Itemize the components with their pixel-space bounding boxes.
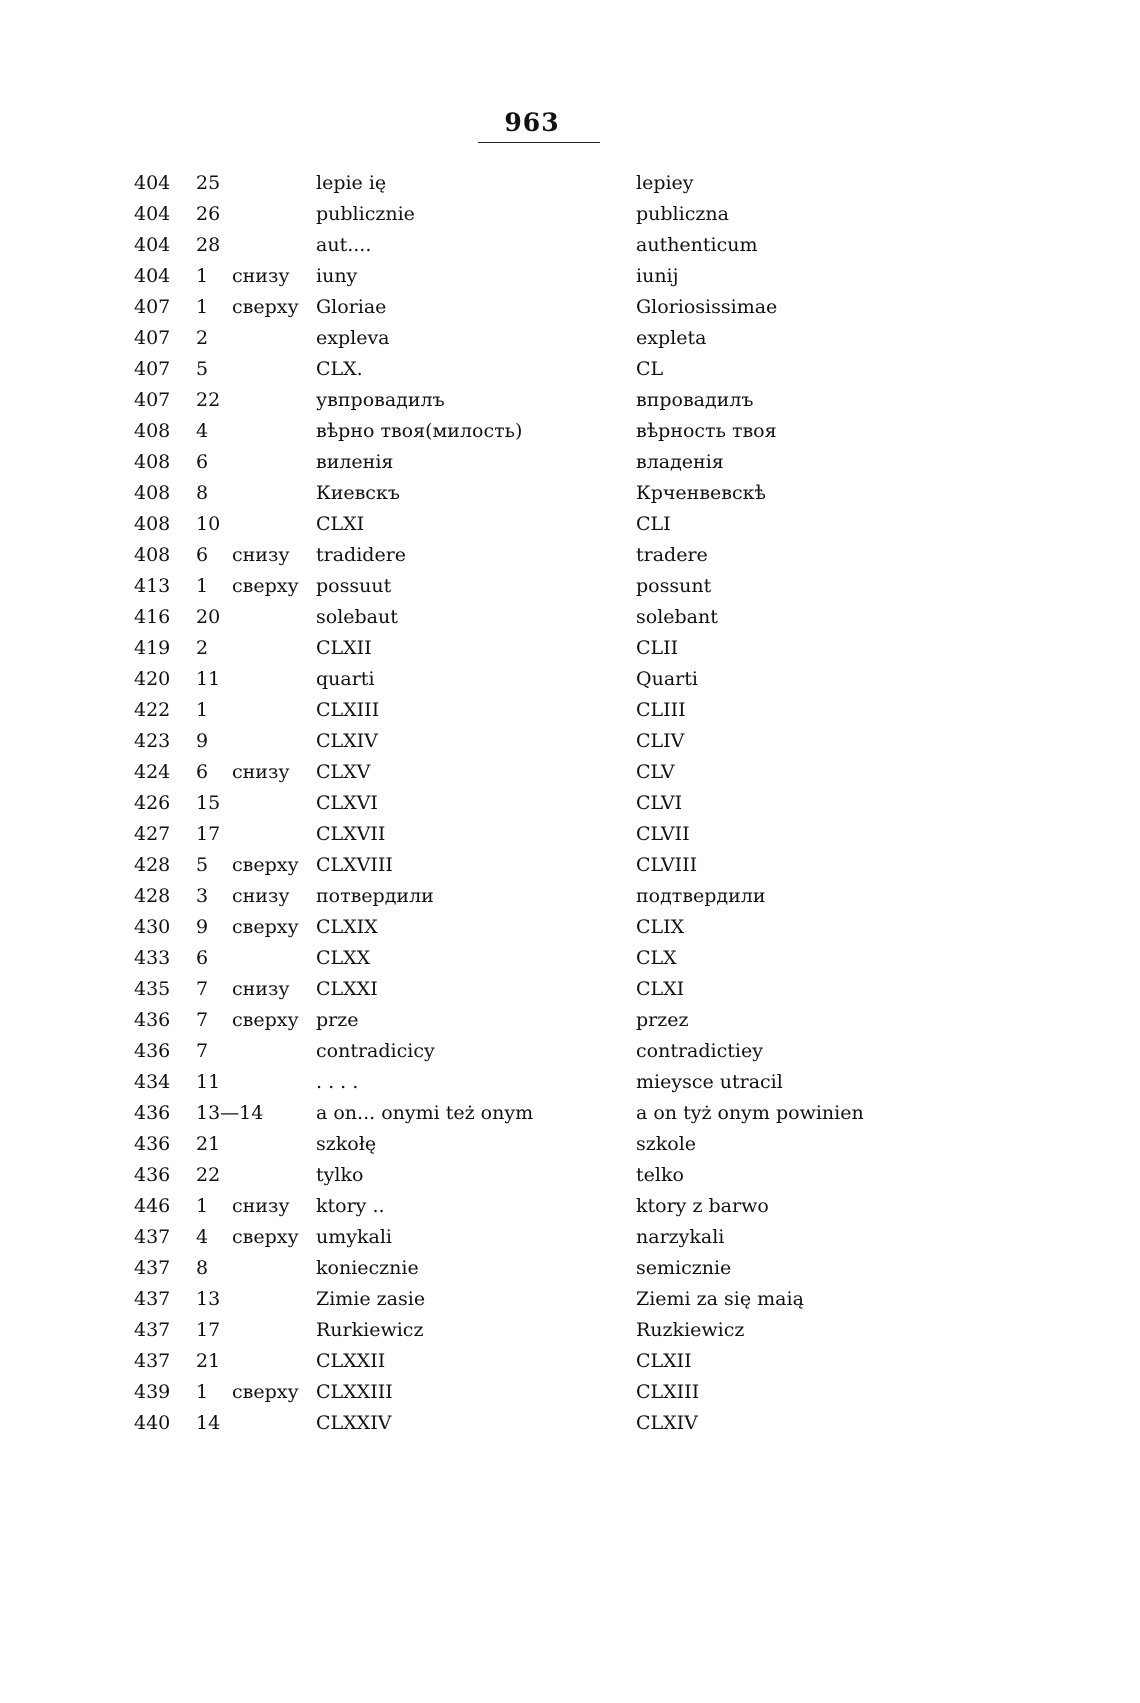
errata-row bbox=[130, 1191, 930, 1222]
printed-text: CLX. bbox=[316, 358, 363, 380]
corrected-text: Gloriosissimae bbox=[636, 296, 778, 318]
line-position: сверху bbox=[232, 1226, 299, 1248]
printed-text: CLXIII bbox=[316, 699, 380, 721]
line-ref: 1 bbox=[196, 1195, 209, 1217]
corrected-text: Ruzkiewicz bbox=[636, 1319, 745, 1341]
corrected-text: Quarti bbox=[636, 668, 698, 690]
corrected-text: lepiey bbox=[636, 172, 694, 194]
corrected-text: narzykali bbox=[636, 1226, 725, 1248]
corrected-text: CLII bbox=[636, 637, 679, 659]
line-ref: 3 bbox=[196, 885, 209, 907]
errata-row bbox=[130, 943, 930, 974]
corrected-text: CLVII bbox=[636, 823, 690, 845]
line-ref: 28 bbox=[196, 234, 221, 256]
page-ref: 404 bbox=[134, 203, 171, 225]
corrected-text: Ziemi za się maią bbox=[636, 1288, 804, 1310]
line-ref: 26 bbox=[196, 203, 221, 225]
errata-row bbox=[130, 1067, 930, 1098]
errata-row bbox=[130, 1408, 930, 1439]
line-ref: 17 bbox=[196, 823, 221, 845]
printed-text: виленія bbox=[316, 451, 394, 473]
page-ref: 408 bbox=[134, 420, 171, 442]
errata-row bbox=[130, 447, 930, 478]
printed-text: CLXXII bbox=[316, 1350, 386, 1372]
corrected-text: владенія bbox=[636, 451, 724, 473]
line-ref: 5 bbox=[196, 854, 209, 876]
errata-row bbox=[130, 788, 930, 819]
corrected-text: authenticum bbox=[636, 234, 758, 256]
errata-row bbox=[130, 881, 930, 912]
page-ref: 437 bbox=[134, 1257, 171, 1279]
printed-text: possuut bbox=[316, 575, 392, 597]
line-ref: 5 bbox=[196, 358, 209, 380]
page-ref: 419 bbox=[134, 637, 171, 659]
line-ref: 11 bbox=[196, 1071, 221, 1093]
line-ref: 8 bbox=[196, 482, 209, 504]
line-ref: 6 bbox=[196, 761, 209, 783]
page-ref: 404 bbox=[134, 265, 171, 287]
page-ref: 423 bbox=[134, 730, 171, 752]
line-position: сверху bbox=[232, 1009, 299, 1031]
errata-row bbox=[130, 1222, 930, 1253]
errata-row bbox=[130, 726, 930, 757]
errata-row bbox=[130, 1160, 930, 1191]
line-ref: 6 bbox=[196, 947, 209, 969]
errata-row bbox=[130, 1346, 930, 1377]
line-position: сверху bbox=[232, 296, 299, 318]
printed-text: CLXI bbox=[316, 513, 365, 535]
corrected-text: tradere bbox=[636, 544, 708, 566]
corrected-text: впровадилъ bbox=[636, 389, 754, 411]
printed-text: Rurkiewicz bbox=[316, 1319, 424, 1341]
line-ref: 7 bbox=[196, 978, 209, 1000]
errata-row bbox=[130, 168, 930, 199]
line-position: снизу bbox=[232, 978, 290, 1000]
page-ref: 428 bbox=[134, 854, 171, 876]
line-ref: 2 bbox=[196, 327, 209, 349]
printed-text: CLXV bbox=[316, 761, 371, 783]
errata-row bbox=[130, 695, 930, 726]
line-ref: 21 bbox=[196, 1133, 221, 1155]
line-ref: 1 bbox=[196, 296, 209, 318]
line-ref: 9 bbox=[196, 916, 209, 938]
corrected-text: szkole bbox=[636, 1133, 697, 1155]
line-ref: 4 bbox=[196, 1226, 209, 1248]
printed-text: . . . . bbox=[316, 1071, 359, 1093]
page-ref: 408 bbox=[134, 451, 171, 473]
line-ref: 17 bbox=[196, 1319, 221, 1341]
header-rule bbox=[478, 142, 600, 143]
line-position: сверху bbox=[232, 854, 299, 876]
corrected-text: CLVI bbox=[636, 792, 683, 814]
corrected-text: semicznie bbox=[636, 1257, 732, 1279]
page-number: 963 bbox=[504, 108, 560, 137]
page-ref: 436 bbox=[134, 1102, 171, 1124]
errata-row bbox=[130, 819, 930, 850]
printed-text: CLXIX bbox=[316, 916, 378, 938]
printed-text: Gloriae bbox=[316, 296, 387, 318]
errata-row bbox=[130, 416, 930, 447]
line-ref: 13 bbox=[196, 1288, 221, 1310]
page-ref: 434 bbox=[134, 1071, 171, 1093]
printed-text: вѣрно твоя(милость) bbox=[316, 420, 523, 442]
page-ref: 436 bbox=[134, 1133, 171, 1155]
errata-row bbox=[130, 571, 930, 602]
errata-row bbox=[130, 323, 930, 354]
errata-row bbox=[130, 1036, 930, 1067]
corrected-text: przez bbox=[636, 1009, 689, 1031]
printed-text: CLXVII bbox=[316, 823, 386, 845]
printed-text: iuny bbox=[316, 265, 358, 287]
line-ref: 1 bbox=[196, 575, 209, 597]
page-ref: 404 bbox=[134, 172, 171, 194]
errata-row bbox=[130, 974, 930, 1005]
errata-row bbox=[130, 633, 930, 664]
page-ref: 437 bbox=[134, 1288, 171, 1310]
line-ref: 22 bbox=[196, 1164, 221, 1186]
errata-row bbox=[130, 1315, 930, 1346]
printed-text: prze bbox=[316, 1009, 359, 1031]
page-ref: 407 bbox=[134, 358, 171, 380]
printed-text: потвердили bbox=[316, 885, 434, 907]
corrected-text: expleta bbox=[636, 327, 707, 349]
corrected-text: mieysce utracil bbox=[636, 1071, 783, 1093]
corrected-text: вѣрность твоя bbox=[636, 420, 777, 442]
page-ref: 424 bbox=[134, 761, 171, 783]
printed-text: tylko bbox=[316, 1164, 364, 1186]
errata-row bbox=[130, 478, 930, 509]
page-ref: 408 bbox=[134, 513, 171, 535]
line-position: сверху bbox=[232, 575, 299, 597]
errata-row bbox=[130, 385, 930, 416]
errata-row bbox=[130, 509, 930, 540]
line-ref: 10 bbox=[196, 513, 221, 535]
printed-text: CLXII bbox=[316, 637, 372, 659]
errata-row bbox=[130, 540, 930, 571]
corrected-text: iunij bbox=[636, 265, 679, 287]
printed-text: Zimie zasie bbox=[316, 1288, 426, 1310]
corrected-text: ktory z barwo bbox=[636, 1195, 769, 1217]
printed-text: koniecznie bbox=[316, 1257, 419, 1279]
line-ref: 1 bbox=[196, 265, 209, 287]
errata-row bbox=[130, 850, 930, 881]
line-ref: 8 bbox=[196, 1257, 209, 1279]
line-ref: 6 bbox=[196, 544, 209, 566]
line-ref: 4 bbox=[196, 420, 209, 442]
page-ref: 426 bbox=[134, 792, 171, 814]
line-position: снизу bbox=[232, 265, 290, 287]
errata-row bbox=[130, 354, 930, 385]
corrected-text: telko bbox=[636, 1164, 684, 1186]
printed-text: CLXVI bbox=[316, 792, 378, 814]
printed-text: a on... onymi też onym bbox=[316, 1102, 534, 1124]
line-ref: 7 bbox=[196, 1040, 209, 1062]
page-ref: 407 bbox=[134, 327, 171, 349]
printed-text: solebaut bbox=[316, 606, 398, 628]
errata-row bbox=[130, 1005, 930, 1036]
printed-text: увпровадилъ bbox=[316, 389, 445, 411]
line-ref: 7 bbox=[196, 1009, 209, 1031]
corrected-text: CLIV bbox=[636, 730, 685, 752]
page-ref: 427 bbox=[134, 823, 171, 845]
corrected-text: solebant bbox=[636, 606, 718, 628]
errata-row bbox=[130, 1253, 930, 1284]
errata-row bbox=[130, 757, 930, 788]
page-ref: 437 bbox=[134, 1226, 171, 1248]
corrected-text: CLXIV bbox=[636, 1412, 698, 1434]
printed-text: tradidere bbox=[316, 544, 407, 566]
corrected-text: CLXIII bbox=[636, 1381, 700, 1403]
corrected-text: publiczna bbox=[636, 203, 729, 225]
printed-text: contradicicy bbox=[316, 1040, 435, 1062]
page-ref: 433 bbox=[134, 947, 171, 969]
page-ref: 408 bbox=[134, 482, 171, 504]
corrected-text: CLI bbox=[636, 513, 671, 535]
line-ref: 20 bbox=[196, 606, 221, 628]
line-ref: 1 bbox=[196, 699, 209, 721]
line-position: снизу bbox=[232, 885, 290, 907]
errata-row bbox=[130, 1129, 930, 1160]
printed-text: CLXVIII bbox=[316, 854, 393, 876]
errata-row bbox=[130, 230, 930, 261]
printed-text: lepie ię bbox=[316, 172, 387, 194]
page-ref: 435 bbox=[134, 978, 171, 1000]
corrected-text: possunt bbox=[636, 575, 712, 597]
printed-text: CLXXI bbox=[316, 978, 378, 1000]
line-ref: 13—14 bbox=[196, 1102, 264, 1124]
corrected-text: CLIX bbox=[636, 916, 685, 938]
line-ref: 22 bbox=[196, 389, 221, 411]
errata-row bbox=[130, 602, 930, 633]
line-ref: 2 bbox=[196, 637, 209, 659]
corrected-text: CLX bbox=[636, 947, 677, 969]
line-ref: 9 bbox=[196, 730, 209, 752]
page-ref: 428 bbox=[134, 885, 171, 907]
page-ref: 436 bbox=[134, 1009, 171, 1031]
line-position: снизу bbox=[232, 1195, 290, 1217]
line-position: сверху bbox=[232, 1381, 299, 1403]
page-ref: 407 bbox=[134, 389, 171, 411]
line-ref: 14 bbox=[196, 1412, 221, 1434]
page-ref: 408 bbox=[134, 544, 171, 566]
corrected-text: подтвердили bbox=[636, 885, 766, 907]
line-ref: 1 bbox=[196, 1381, 209, 1403]
errata-row bbox=[130, 1098, 930, 1129]
page-ref: 404 bbox=[134, 234, 171, 256]
page-ref: 420 bbox=[134, 668, 171, 690]
page-ref: 422 bbox=[134, 699, 171, 721]
corrected-text: CL bbox=[636, 358, 664, 380]
printed-text: CLXX bbox=[316, 947, 371, 969]
printed-text: ktory .. bbox=[316, 1195, 385, 1217]
corrected-text: contradictiey bbox=[636, 1040, 763, 1062]
printed-text: szkołę bbox=[316, 1133, 377, 1155]
page-ref: 446 bbox=[134, 1195, 171, 1217]
printed-text: CLXXIII bbox=[316, 1381, 393, 1403]
printed-text: quarti bbox=[316, 668, 375, 690]
printed-text: CLXXIV bbox=[316, 1412, 392, 1434]
errata-row bbox=[130, 1284, 930, 1315]
errata-table bbox=[130, 168, 930, 1439]
corrected-text: CLXI bbox=[636, 978, 685, 1000]
corrected-text: Крченвевскѣ bbox=[636, 482, 766, 504]
line-position: снизу bbox=[232, 761, 290, 783]
printed-text: publicznie bbox=[316, 203, 415, 225]
printed-text: Киевскъ bbox=[316, 482, 400, 504]
errata-row bbox=[130, 261, 930, 292]
errata-row bbox=[130, 912, 930, 943]
corrected-text: a on tyż onym powinien bbox=[636, 1102, 864, 1124]
page-ref: 430 bbox=[134, 916, 171, 938]
errata-row bbox=[130, 1377, 930, 1408]
page-ref: 437 bbox=[134, 1319, 171, 1341]
page-ref: 407 bbox=[134, 296, 171, 318]
line-ref: 15 bbox=[196, 792, 221, 814]
page-ref: 416 bbox=[134, 606, 171, 628]
printed-text: expleva bbox=[316, 327, 390, 349]
errata-row bbox=[130, 664, 930, 695]
line-position: сверху bbox=[232, 916, 299, 938]
page-ref: 440 bbox=[134, 1412, 171, 1434]
line-ref: 25 bbox=[196, 172, 221, 194]
line-position: снизу bbox=[232, 544, 290, 566]
page-ref: 439 bbox=[134, 1381, 171, 1403]
line-ref: 21 bbox=[196, 1350, 221, 1372]
page-ref: 436 bbox=[134, 1040, 171, 1062]
corrected-text: CLV bbox=[636, 761, 675, 783]
page-ref: 437 bbox=[134, 1350, 171, 1372]
corrected-text: CLXII bbox=[636, 1350, 692, 1372]
line-ref: 11 bbox=[196, 668, 221, 690]
errata-row bbox=[130, 199, 930, 230]
line-ref: 6 bbox=[196, 451, 209, 473]
printed-text: umykali bbox=[316, 1226, 392, 1248]
printed-text: CLXIV bbox=[316, 730, 378, 752]
corrected-text: CLVIII bbox=[636, 854, 698, 876]
page-ref: 413 bbox=[134, 575, 171, 597]
corrected-text: CLIII bbox=[636, 699, 686, 721]
page-ref: 436 bbox=[134, 1164, 171, 1186]
errata-row bbox=[130, 292, 930, 323]
printed-text: aut.... bbox=[316, 234, 372, 256]
